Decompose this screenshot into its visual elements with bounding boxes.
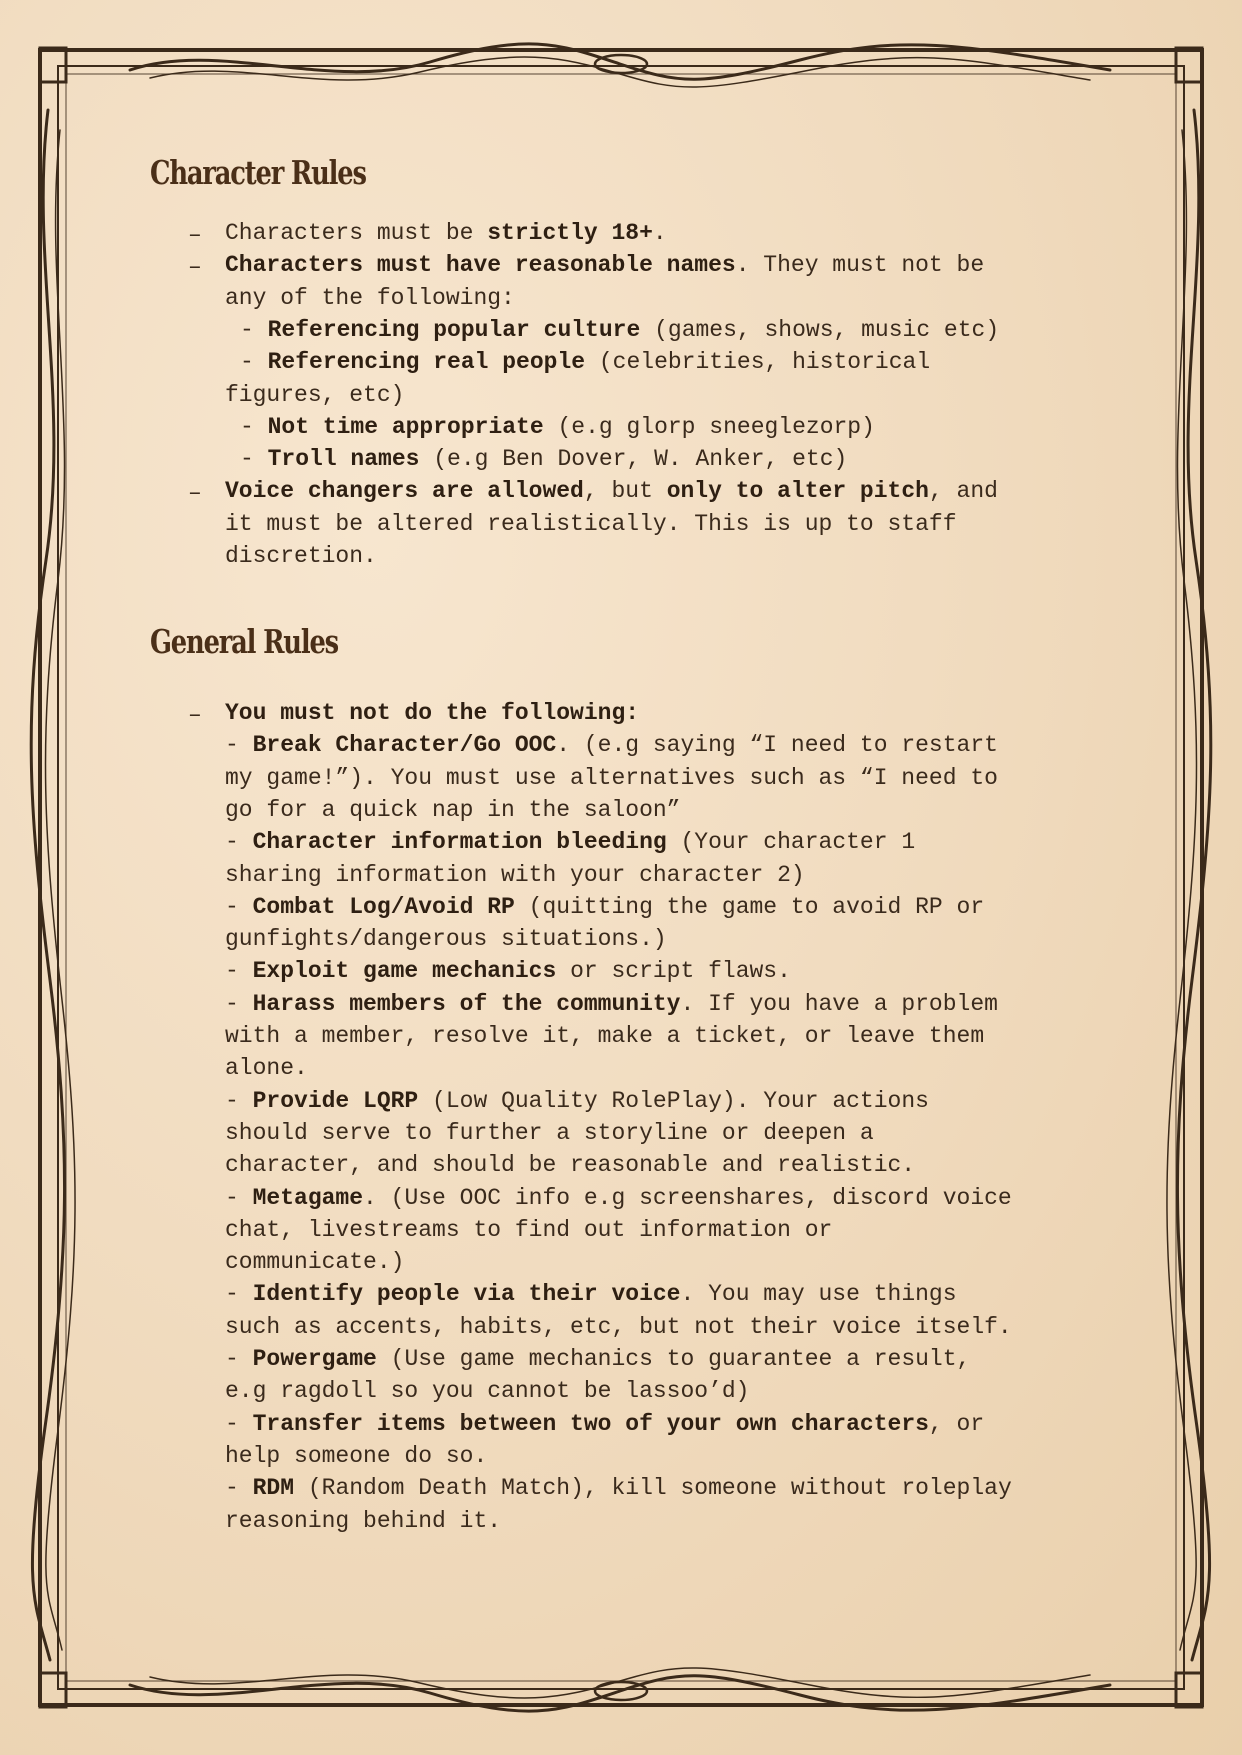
bold-text: Transfer items between two of your own characters xyxy=(252,1410,929,1437)
text-run: - xyxy=(225,1475,253,1502)
text-run: - xyxy=(225,829,253,856)
text-run: (Use game mechanics to guarantee a result, xyxy=(376,1346,971,1372)
text-run: . You may use things xyxy=(680,1281,957,1308)
bold-text: Break Character/Go OOC xyxy=(252,732,557,759)
bold-text: Referencing real people xyxy=(267,349,586,376)
bold-text: RDM xyxy=(252,1475,295,1502)
rule-line xyxy=(225,764,998,791)
rule-line xyxy=(225,1313,1012,1340)
rule-line xyxy=(225,1410,985,1437)
text-run: figures, etc) xyxy=(225,381,405,408)
text-run: . xyxy=(652,220,667,246)
text-run: - xyxy=(225,893,253,920)
text-run: communicate.) xyxy=(225,1249,405,1276)
text-run: (celebrities, historical xyxy=(585,349,931,376)
rule-line xyxy=(225,1251,404,1274)
text-run: . (e.g saying “I need to restart xyxy=(556,732,998,759)
rule-line xyxy=(225,734,998,757)
text-run: - xyxy=(225,958,253,985)
text-run: alone. xyxy=(225,1055,308,1082)
rule-line xyxy=(240,413,875,440)
rule-line xyxy=(225,1507,502,1534)
text-run: chat, livestreams to find out information or xyxy=(225,1216,833,1243)
text-run: (Random Death Match), kill someone without roleplay xyxy=(294,1475,1012,1502)
rule-line xyxy=(225,1283,957,1306)
bold-text: only to alter pitch xyxy=(666,478,929,505)
bold-text: Character information bleeding xyxy=(252,829,667,856)
text-run: , and xyxy=(928,478,998,505)
bullet-dash: – xyxy=(188,480,202,507)
text-run: Characters must be xyxy=(225,220,488,246)
text-run: character, and should be reasonable and realistic. xyxy=(225,1152,916,1179)
bold-text: Harass members of the community xyxy=(252,990,681,1017)
text-run: gunfights/dangerous situations.) xyxy=(225,926,667,953)
text-run: reasoning behind it. xyxy=(225,1507,502,1534)
rule-line xyxy=(225,831,915,854)
rule-line xyxy=(225,1025,984,1048)
text-run: (Low Quality RolePlay). Your actions xyxy=(418,1087,929,1114)
text-run: with a member, resolve it, make a ticket, or leave them xyxy=(225,1023,985,1049)
text-run: such as accents, habits, etc, but not their voice itself. xyxy=(225,1313,1012,1340)
rule-line xyxy=(225,796,681,823)
bold-text: Combat Log/Avoid RP xyxy=(252,893,515,920)
text-run: any of the following: xyxy=(225,284,515,311)
rule-line xyxy=(225,1216,833,1243)
rule-line xyxy=(225,1057,308,1080)
rule-line xyxy=(225,861,805,888)
rule-line xyxy=(225,284,515,311)
rule-line xyxy=(225,702,639,725)
text-run: (e.g Ben Dover, W. Anker, etc) xyxy=(419,446,848,473)
text-run: my game!”). You must use alternatives such as “I need to xyxy=(225,764,998,791)
text-run: it must be altered realistically. This is up to staff xyxy=(225,510,957,537)
bullet-dash: – xyxy=(188,702,202,728)
bold-text: Provide LQRP xyxy=(252,1087,419,1114)
bold-text: Powergame xyxy=(252,1346,377,1372)
text-run: - xyxy=(225,732,253,759)
rule-line xyxy=(240,351,930,374)
bold-text: Voice changers are allowed xyxy=(225,478,584,505)
text-run: (e.g glorp sneeglezorp) xyxy=(543,413,875,440)
text-run: - xyxy=(240,446,268,473)
rule-line xyxy=(225,1348,970,1371)
text-run: - xyxy=(225,1346,253,1372)
text-run: - xyxy=(240,349,268,376)
bold-text: Identify people via their voice xyxy=(252,1281,681,1308)
rule-line xyxy=(225,381,405,408)
rule-line xyxy=(225,545,377,568)
rule-line xyxy=(225,928,667,951)
text-run: (Your character 1 xyxy=(666,829,916,856)
rule-line xyxy=(225,1087,929,1114)
text-run: (quitting the game to avoid RP or xyxy=(514,893,985,920)
text-run: or script flaws. xyxy=(556,958,791,985)
bullet-dash: – xyxy=(188,254,202,281)
rule-line xyxy=(225,510,957,537)
text-run: sharing information with your character 2) xyxy=(225,861,805,888)
rule-line xyxy=(225,1442,488,1469)
text-run: - xyxy=(225,990,253,1017)
bold-text: Referencing popular culture xyxy=(267,316,641,343)
text-run: . They must not be xyxy=(735,252,985,279)
text-run: . (Use OOC info e.g screenshares, discord voice xyxy=(363,1184,1012,1211)
bold-text: Characters must have reasonable names xyxy=(225,252,736,279)
rule-line xyxy=(225,893,985,920)
rule-line xyxy=(225,960,791,983)
text-run: - xyxy=(240,413,268,440)
bold-text: Exploit game mechanics xyxy=(252,958,557,985)
rule-line xyxy=(225,1184,1012,1211)
text-run: discretion. xyxy=(225,543,377,569)
text-run: - xyxy=(225,1087,253,1114)
text-run: . If you have a problem xyxy=(680,990,998,1017)
text-run: , but xyxy=(583,478,667,505)
text-run: (games, shows, music etc) xyxy=(640,316,1000,343)
rule-line xyxy=(225,1380,750,1403)
rule-line xyxy=(225,1154,915,1177)
bold-text: Metagame xyxy=(252,1184,364,1211)
rule-line xyxy=(240,316,1000,343)
rule-line xyxy=(225,990,998,1017)
bold-text: You must not do the following: xyxy=(225,700,640,726)
rule-line xyxy=(225,1119,874,1146)
text-run: - xyxy=(225,1281,253,1308)
text-run: go for a quick nap in the saloon” xyxy=(225,796,681,823)
section-heading: General Rules xyxy=(150,622,338,661)
text-run: should serve to further a storyline or deepen a xyxy=(225,1119,874,1146)
bullet-dash: – xyxy=(188,222,202,248)
text-run: , or xyxy=(928,1410,985,1437)
text-run: - xyxy=(225,1184,253,1211)
text-run: help someone do so. xyxy=(225,1442,488,1469)
text-run: - xyxy=(240,316,268,343)
text-run: - xyxy=(225,1410,253,1437)
section-heading: Character Rules xyxy=(150,153,366,192)
rule-line xyxy=(225,480,998,503)
text-run: e.g ragdoll so you cannot be lassoo’d) xyxy=(225,1378,750,1405)
rule-line xyxy=(225,254,984,277)
bold-text: strictly 18+ xyxy=(487,220,653,246)
rule-line xyxy=(225,222,667,245)
rule-line xyxy=(225,1477,1012,1500)
bold-text: Not time appropriate xyxy=(267,413,544,440)
bold-text: Troll names xyxy=(267,446,420,473)
rule-line xyxy=(240,448,847,471)
